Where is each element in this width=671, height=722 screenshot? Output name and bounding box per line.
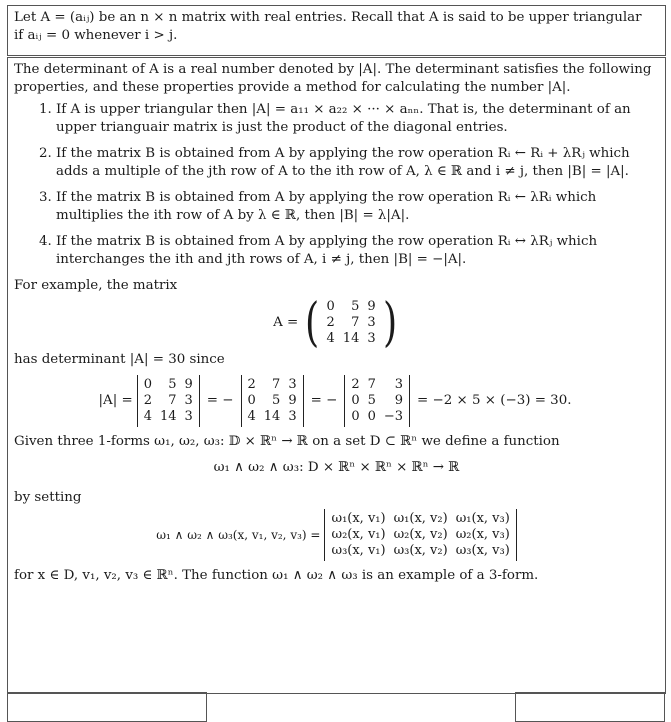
intro-line-2: if aᵢⱼ = 0 whenever i > j. [14,28,178,43]
partial-box-left [7,692,207,722]
matrix-a: 0 5 9 2 7 3 4 14 3 [326,299,376,346]
det-eq-1: = − [206,393,234,408]
properties-intro: The determinant of A is a real number denoted by |A|. The determinant satisfies the following properties, and these properties provide a method for calculating the number |A|. [14,62,652,95]
det-matrix-1: 0 5 9 2 7 3 4 14 3 [137,375,200,427]
main-box [7,57,666,694]
closing-text: for x ∈ D, v₁, v₂, v₃ ∈ ℝⁿ. The function ω₁ ∧ ω₂ ∧ ω₃ is an example of a 3-form. [14,568,539,583]
intro-box [7,5,666,56]
by-setting: by setting [14,490,82,505]
matrix-a-display [14,293,659,353]
det-label: |A| = [98,393,133,408]
det-matrix-3: 2 7 3 0 5 9 0 0 −3 [344,375,410,427]
det-matrix-2: 2 7 3 0 5 9 4 14 3 [241,375,304,427]
intro-line-1: Let A = (aᵢⱼ) be an n × n matrix with real entries. Recall that A is said to be upper triangular [14,10,642,25]
right-paren: ) [382,293,397,353]
wedge-matrix: ω₁(x, v₁) ω₁(x, v₂) ω₁(x, v₃) ω₂(x, v₁) ω₂(x, v₂) ω₂(x, v₃) ω₃(x, v₁) ω₃(x, v₂) ω₃(x, v₃) [324,509,516,561]
wedge-lhs: ω₁ ∧ ω₂ ∧ ω₃(x, v₁, v₂, v₃) = [156,528,321,542]
property-3: 3. If the matrix B is obtained from A by applying the row operation Rᵢ ← λRᵢ which multiplies the ith row of A by λ ∈ ℝ, then |B| = λ|A|. [56,189,659,225]
det-result: = −2 × 5 × (−3) = 30. [417,393,572,408]
property-4: 4. If the matrix B is obtained from A by applying the row operation Rᵢ ↔ λRⱼ which interchanges the ith and jth rows of A, i ≠ j, then |B| = −|A|. [56,233,659,269]
partial-box-right [515,692,665,722]
wedge-definition [14,509,659,561]
determinant-computation [14,375,659,427]
has-determinant: has determinant |A| = 30 since [14,352,225,367]
properties-list [14,101,659,269]
left-paren: ( [305,293,320,353]
property-2: 2. If the matrix B is obtained from A by applying the row operation Rᵢ ← Rᵢ + λRⱼ which adds a multiple of the jth row of A to the ith row of A, λ ∈ ℝ and i ≠ j, then |B| = |A|. [56,145,659,181]
forms-definition: ω₁ ∧ ω₂ ∧ ω₃: D × ℝⁿ × ℝⁿ × ℝⁿ → ℝ [213,460,460,475]
property-1: 1. If A is upper triangular then |A| = a₁₁ × a₂₂ × ··· × aₙₙ. That is, the determinant of an upper trianguair matrix is just the product of the diagonal entries. [56,101,659,137]
forms-intro: Given three 1-forms ω₁, ω₂, ω₃: 𝔻 × ℝⁿ → ℝ on a set D ⊂ ℝⁿ we define a function [14,434,560,449]
det-eq-2: = − [310,393,338,408]
matrix-a-label: A = [273,315,299,330]
example-intro: For example, the matrix [14,278,178,293]
